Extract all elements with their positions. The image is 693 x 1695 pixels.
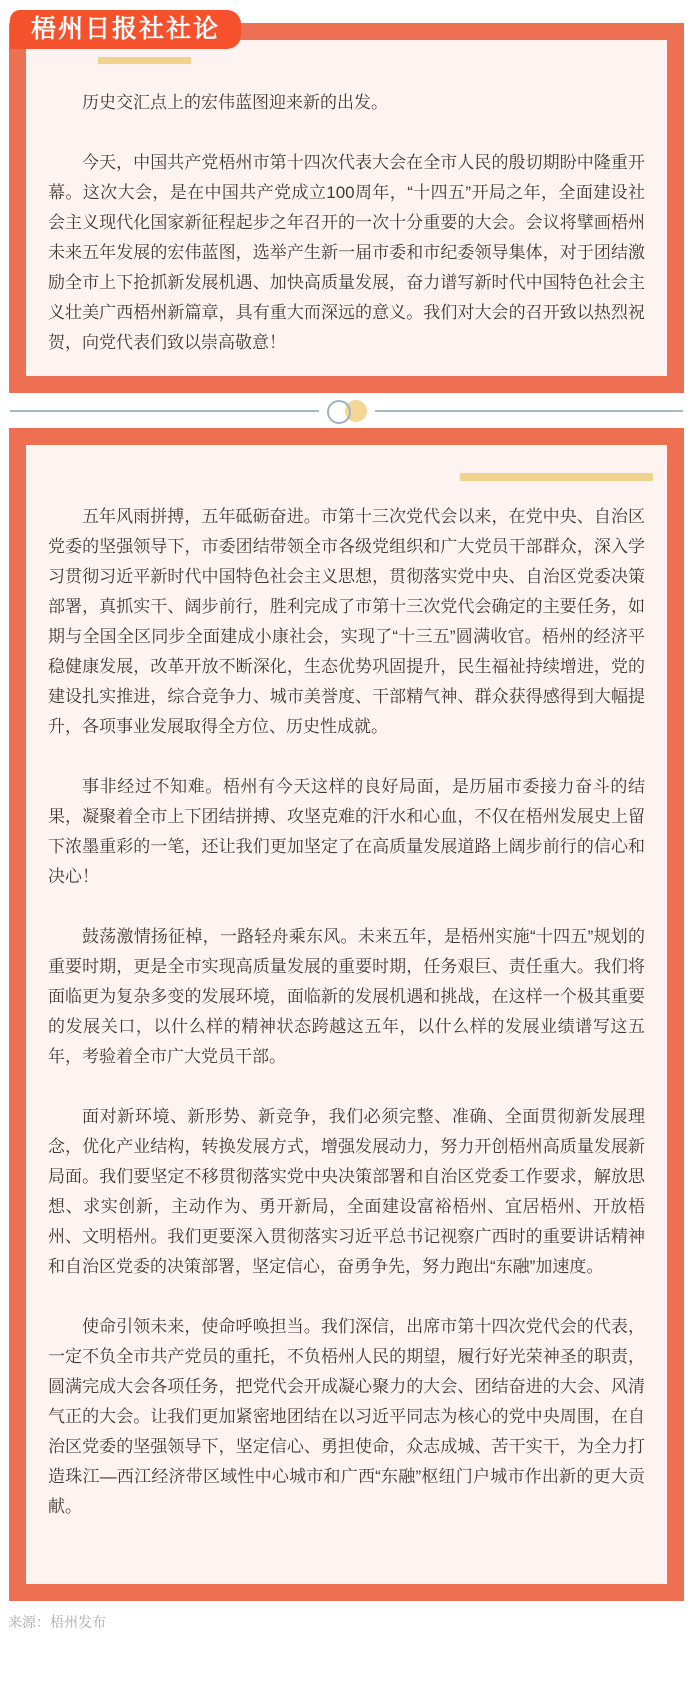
body-paragraph: 使命引领未来，使命呼唤担当。我们深信，出席市第十四次党代会的代表，一定不负全市共产党员的重托，不负梧州人民的期望，履行好光荣神圣的职责，圆满完成大会各项任务，把党代会开成凝心聚力的大会、团结奋进的大会、风清气正的大会。让我们更加紧密地团结在以习近平同志为核心的党中央周围，在自治区党委的坚强领导下，坚定信心、勇担使命，众志成城、苦干实干，为全力打造珠江—西江经济带区域性中心城市和广西“东融”枢纽门户城市作出新的更大贡献。 [48, 1317, 645, 1516]
ornament-outline-circle [327, 400, 351, 424]
body-paragraph: 鼓荡激情扬征棹，一路轻舟乘东风。未来五年，是梧州实施“十四五”规划的重要时期，更是全市实现高质量发展的重要时期，任务艰巨、责任重大。我们将面临更为复杂多变的发展环境，面临新的发展机遇和挑战，在这样一个极其重要的发展关口，以什么样的精神状态跨越这五年，以什么样的发展业绩谱写这五年，考验着全市广大党员干部。 [48, 927, 645, 1066]
divider-line-left [10, 410, 319, 412]
gold-accent-bar-body [460, 473, 653, 481]
lead-panel-content [26, 40, 667, 376]
editorial-title-badge: 梧州日报社社论 [10, 10, 241, 49]
body-panel-content [26, 445, 667, 1584]
body-paragraph: 五年风雨拼搏，五年砥砺奋进。市第十三次党代会以来，在党中央、自治区党委的坚强领导下，市委团结带领全市各级党组织和广大党员干部群众，深入学习贯彻习近平新时代中国特色社会主义思想，贯彻落实党中央、自治区党委决策部署，真抓实干、阔步前行，胜利完成了市第十三次党代会确定的主要任务，如期与全国全区同步全面建成小康社会，实现了“十三五”圆满收官。梧州的经济平稳健康发展，改革开放不断深化，生态优势巩固提升，民生福祉持续增进，党的建设扎实推进，综合竞争力、城市美誉度、干部精气神、群众获得感得到大幅提升，各项事业发展取得全方位、历史性成就。 [48, 507, 645, 736]
lead-paragraph: 历史交汇点上的宏伟蓝图迎来新的出发。 [82, 93, 388, 112]
body-panel [9, 428, 684, 1601]
body-paragraph: 面对新环境、新形势、新竞争，我们必须完整、准确、全面贯彻新发展理念，优化产业结构，转换发展方式，增强发展动力，努力开创梧州高质量发展新局面。我们要坚定不移贯彻落实党中央决策部署和自治区党委工作要求，解放思想、求实创新，主动作为、勇开新局，全面建设富裕梧州、宜居梧州、开放梧州、文明梧州。我们更要深入贯彻落实习近平总书记视察广西时的重要讲话精神和自治区党委的决策部署，坚定信心，奋勇争先，努力跑出“东融”加速度。 [48, 1107, 645, 1276]
divider-line-right [375, 410, 684, 412]
source-credit: 来源：梧州发布 [8, 1614, 106, 1630]
lead-panel [9, 23, 684, 393]
gold-accent-bar-top [98, 57, 191, 64]
body-paragraph: 事非经过不知难。梧州有今天这样的良好局面，是历届市委接力奋斗的结果，凝聚着全市上下团结拼搏、攻坚克难的汗水和心血，不仅在梧州发展史上留下浓墨重彩的一笔，还让我们更加坚定了在高质量发展道路上阔步前行的信心和决心！ [48, 777, 645, 886]
overlapping-circles-icon [327, 399, 367, 423]
section-divider [10, 393, 683, 428]
opening-paragraph: 今天，中国共产党梧州市第十四次代表大会在全市人民的殷切期盼中隆重开幕。这次大会，是在中国共产党成立100周年，“十四五”开局之年，全面建设社会主义现代化国家新征程起步之年召开的一次十分重要的大会。会议将擘画梧州未来五年发展的宏伟蓝图，选举产生新一届市委和市纪委领导集体，对于团结激励全市上下抢抓新发展机遇、加快高质量发展，奋力谱写新时代中国特色社会主义壮美广西梧州新篇章，具有重大而深远的意义。我们对大会的召开致以热烈祝贺，向党代表们致以崇高敬意！ [48, 153, 645, 352]
